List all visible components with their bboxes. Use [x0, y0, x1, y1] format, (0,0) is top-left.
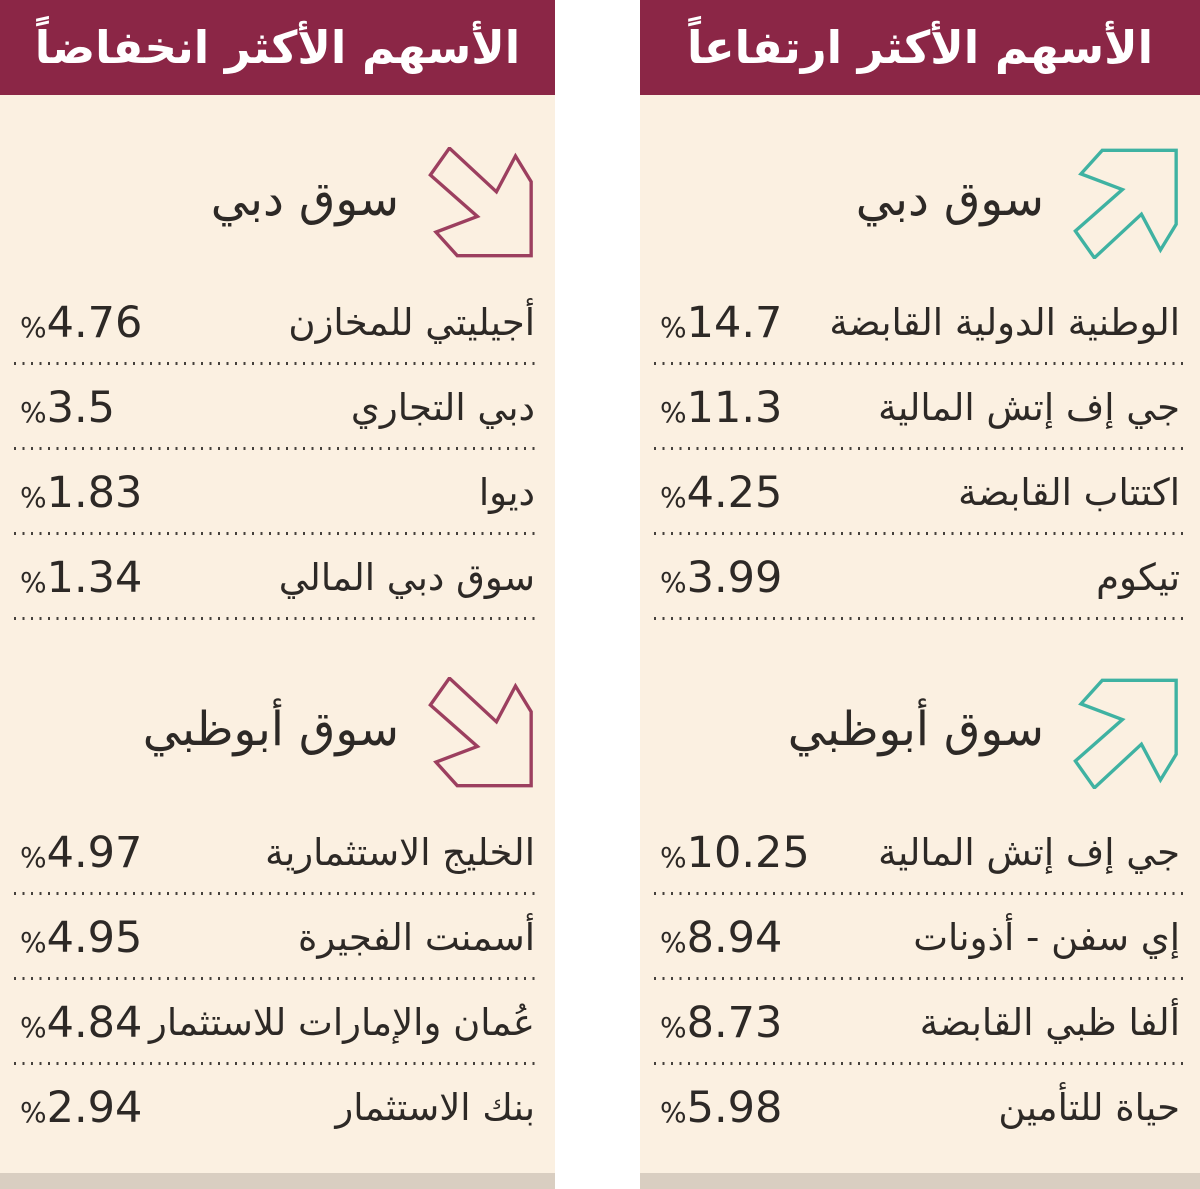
percent-sign: %: [660, 310, 687, 344]
percent-sign: %: [20, 480, 47, 514]
percent-sign: %: [660, 840, 687, 874]
company-name: سوق دبي المالي: [278, 556, 535, 599]
company-name: أجيليتي للمخازن: [288, 301, 535, 344]
trend-down-icon: [427, 147, 539, 259]
percent-number: 10.25: [686, 827, 810, 878]
section-header: [0, 145, 555, 260]
section-abudhabi-losers: [0, 675, 555, 1150]
percent-value: [660, 828, 810, 878]
percent-value: [660, 1083, 782, 1133]
percent-number: 2.94: [46, 1082, 143, 1133]
percent-number: 3.99: [686, 552, 783, 603]
percent-sign: %: [660, 565, 687, 599]
percent-value: [20, 383, 115, 433]
panel-title-gainers: الأسهم الأكثر ارتفاعاً: [640, 0, 1200, 95]
company-name: عُمان والإمارات للاستثمار: [149, 1001, 535, 1044]
company-name: دبي التجاري: [350, 386, 535, 429]
percent-sign: %: [20, 565, 47, 599]
market-title: سوق أبوظبي: [787, 702, 1044, 757]
percent-value: [660, 998, 782, 1048]
rows: [0, 810, 555, 1150]
percent-sign: %: [20, 310, 47, 344]
percent-number: 1.83: [46, 467, 143, 518]
market-title: سوق أبوظبي: [142, 702, 399, 757]
stock-row: [640, 1065, 1200, 1150]
percent-value: [20, 1083, 142, 1133]
stock-row: [0, 450, 555, 535]
stock-row: [0, 810, 555, 895]
stock-row: [640, 980, 1200, 1065]
section-abudhabi-gainers: [640, 675, 1200, 1150]
stock-row: [0, 365, 555, 450]
stock-row: [0, 1065, 555, 1150]
percent-number: 1.34: [46, 552, 143, 603]
stock-row: [640, 450, 1200, 535]
percent-value: [660, 553, 782, 603]
company-name: ألفا ظبي القابضة: [919, 1001, 1180, 1044]
stock-row: [640, 895, 1200, 980]
company-name: تيكوم: [1096, 556, 1180, 599]
percent-number: 8.94: [686, 912, 783, 963]
panel-body-losers: [0, 95, 555, 1173]
percent-value: [660, 913, 782, 963]
percent-value: [20, 298, 142, 348]
company-name: بنك الاستثمار: [335, 1086, 535, 1129]
percent-value: [660, 383, 782, 433]
stock-row: [0, 895, 555, 980]
stock-row: [0, 535, 555, 620]
percent-number: 5.98: [686, 1082, 783, 1133]
rows: [640, 280, 1200, 620]
percent-sign: %: [660, 395, 687, 429]
panel-losers: [0, 0, 555, 1189]
footer-strip: [640, 1173, 1200, 1189]
company-name: جي إف إتش المالية: [878, 831, 1180, 874]
panel-body-gainers: [640, 95, 1200, 1173]
stock-row: [0, 980, 555, 1065]
percent-number: 3.5: [46, 382, 115, 433]
company-name: ديوا: [478, 471, 535, 514]
section-dubai-gainers: [640, 145, 1200, 620]
section-header: [0, 675, 555, 790]
company-name: الخليج الاستثمارية: [265, 831, 535, 874]
percent-number: 4.97: [46, 827, 143, 878]
section-header: [640, 675, 1200, 790]
percent-number: 11.3: [686, 382, 783, 433]
panel-title-losers: الأسهم الأكثر انخفاضاً: [0, 0, 555, 95]
percent-sign: %: [20, 840, 47, 874]
percent-number: 4.25: [686, 467, 783, 518]
percent-value: [20, 998, 142, 1048]
market-title: سوق دبي: [855, 172, 1044, 227]
rows: [640, 810, 1200, 1150]
percent-value: [660, 298, 782, 348]
percent-number: 8.73: [686, 997, 783, 1048]
section-dubai-losers: [0, 145, 555, 620]
rows: [0, 280, 555, 620]
footer-strip: [0, 1173, 555, 1189]
company-name: أسمنت الفجيرة: [297, 916, 535, 959]
percent-sign: %: [660, 480, 687, 514]
percent-value: [20, 828, 142, 878]
percent-number: 4.76: [46, 297, 143, 348]
percent-number: 4.95: [46, 912, 143, 963]
panel-gainers: [640, 0, 1200, 1189]
percent-sign: %: [20, 925, 47, 959]
percent-sign: %: [660, 925, 687, 959]
stock-row: [0, 280, 555, 365]
percent-value: [20, 553, 142, 603]
percent-sign: %: [20, 1010, 47, 1044]
percent-value: [660, 468, 782, 518]
percent-sign: %: [660, 1095, 687, 1129]
company-name: إي سفن - أذونات: [913, 916, 1180, 959]
stock-row: [640, 280, 1200, 365]
percent-value: [20, 468, 142, 518]
trend-up-icon: [1072, 147, 1184, 259]
company-name: اكتتاب القابضة: [958, 471, 1180, 514]
trend-up-icon: [1072, 677, 1184, 789]
market-title: سوق دبي: [210, 172, 399, 227]
stock-row: [640, 365, 1200, 450]
company-name: جي إف إتش المالية: [878, 386, 1180, 429]
percent-number: 14.7: [686, 297, 783, 348]
percent-sign: %: [20, 395, 47, 429]
percent-value: [20, 913, 142, 963]
company-name: الوطنية الدولية القابضة: [829, 301, 1180, 344]
trend-down-icon: [427, 677, 539, 789]
stock-row: [640, 810, 1200, 895]
company-name: حياة للتأمين: [998, 1086, 1180, 1129]
percent-sign: %: [660, 1010, 687, 1044]
section-header: [640, 145, 1200, 260]
percent-number: 4.84: [46, 997, 143, 1048]
percent-sign: %: [20, 1095, 47, 1129]
stock-row: [640, 535, 1200, 620]
